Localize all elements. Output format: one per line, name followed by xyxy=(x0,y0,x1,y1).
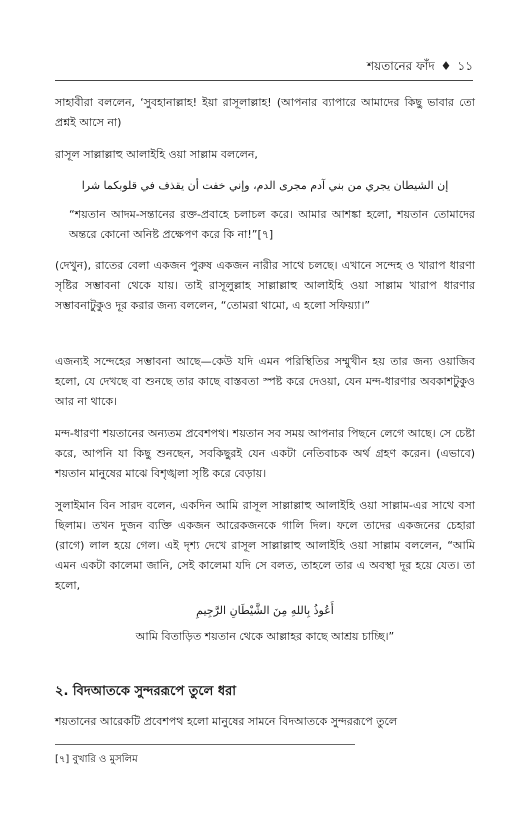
dua-translation-text: আমি বিতাড়িত শয়তান থেকে আল্লাহর কাছে আশ্রয় চাচ্ছি।” xyxy=(135,630,395,643)
arabic-hadith-text: إن الشيطان يجري من بني آدم مجرى الدم، وإني خفت أن يقذف في قلوبكما شرا xyxy=(81,179,449,192)
paragraph-5-text: মন্দ-ধারণা শয়তানের অন্যতম প্রবেশপথ। শয়তান সব সময় আপনার পিছনে লেগে আছে। সে চেষ্টা করে, আপনি যা কিছু শুনছেন, সবকিছুরই যেন একটা নেতিবাচক অর্থ গ্রহণ করেন। (এভাবে) শয়তান মানুষের মাঝে বিশৃঙ্খলা সৃষ্টি করে বেড়ায়। xyxy=(55,427,475,480)
running-head xyxy=(367,58,473,78)
paragraph-4-text: এজন্যই সন্দেহের সম্ভাবনা আছে—কেউ যদি এমন পরিস্থিতির সম্মুখীন হয় তার জন্য ওয়াজিব হলো, যে দেখছে বা শুনছে তার কাছে বাস্তবতা স্পষ্ট করে দেওয়া, যেন মন্দ-ধারণার অবকাশটুকুও আর না থাকে। xyxy=(55,355,475,408)
paragraph-6-text: সুলাইমান বিন সারদ বলেন, একদিন আমি রাসূল সাল্লাল্লাহু আলাইহি ওয়া সাল্লাম-এর সাথে বসা ছিলাম। তখন দুজন ব্যক্তি একজন আরেকজনকে গালি দিল। ফলে তাদের একজনের চেহারা (রাগে) লাল হয়ে গেল। এই দৃশ্য দেখে রাসূল সাল্লাল্লাহু আলাইহি ওয়া সাল্লাম বললেন, “আমি এমন একটা কালেমা জানি, সেই কালেমা যদি সে বলত, তাহলে তার এ অবস্থা দূর হয়ে যেত। তা হলো, xyxy=(55,499,475,592)
quote-translation xyxy=(55,205,475,245)
footnote-rule xyxy=(55,744,355,745)
arabic-dua xyxy=(55,602,475,620)
running-head-separator: ♦ xyxy=(440,59,452,73)
paragraph-1-text: সাহাবীরা বললেন, ‘সুবহানাল্লাহ! ইয়া রাসূলাল্লাহ! (আপনার ব্যাপারে আমাদের কিছু ভাবার তো প্রশ্নই আসে না) xyxy=(55,96,475,129)
paragraph-3 xyxy=(55,256,475,316)
paragraph-2 xyxy=(55,145,475,165)
arabic-hadith xyxy=(55,177,475,195)
paragraph-7-text: শয়তানের আরেকটি প্রবেশপথ হলো মানুষের সামনে বিদআতকে সুন্দররূপে তুলে xyxy=(55,715,398,728)
dua-translation xyxy=(55,627,475,647)
paragraph-7 xyxy=(55,712,475,732)
section-heading-text: ২. বিদআতকে সুন্দররূপে তুলে ধরা xyxy=(55,684,237,699)
paragraph-5 xyxy=(55,424,475,484)
paragraph-3-text: (দেখুন), রাতের বেলা একজন পুরুষ একজন নারীর সাথে চলছে। এখানে সন্দেহ ও খারাপ ধারণা সৃষ্টির সম্ভাবনা থেকে যায়। তাই রাসূলুল্লাহ সাল্লাল্লাহু আলাইহি ওয়া সাল্লাম খারাপ ধারণার সম্ভাবনাটুকুও দূর করার জন্য বললেন, “তোমরা থামো, এ হলো সফিয়্যা।” xyxy=(55,259,475,312)
arabic-dua-text: أَعُوذُ بِاللهِ مِنَ الشَّيْطَانِ الرَّجِيمِ xyxy=(196,604,334,617)
quote-translation-text: “শয়তান আদম-সন্তানের রক্ত-প্রবাহে চলাচল করে। আমার আশঙ্কা হলো, শয়তান তোমাদের অন্তরে কোনো অনিষ্ট প্রক্ষেপণ করে কি না!”[৭] xyxy=(69,208,475,241)
section-heading xyxy=(55,682,475,702)
running-head-title: শয়তানের ফাঁদ xyxy=(367,59,435,73)
header-rule xyxy=(55,80,473,81)
footnote: [৭] বুখারি ও মুসলিম xyxy=(55,754,138,765)
paragraph-2-text: রাসূল সাল্লাল্লাহু আলাইহি ওয়া সাল্লাম বললেন, xyxy=(55,148,258,161)
page-number: ১১ xyxy=(457,59,473,73)
paragraph-1 xyxy=(55,93,475,133)
paragraph-4 xyxy=(55,352,475,412)
paragraph-6 xyxy=(55,496,475,596)
